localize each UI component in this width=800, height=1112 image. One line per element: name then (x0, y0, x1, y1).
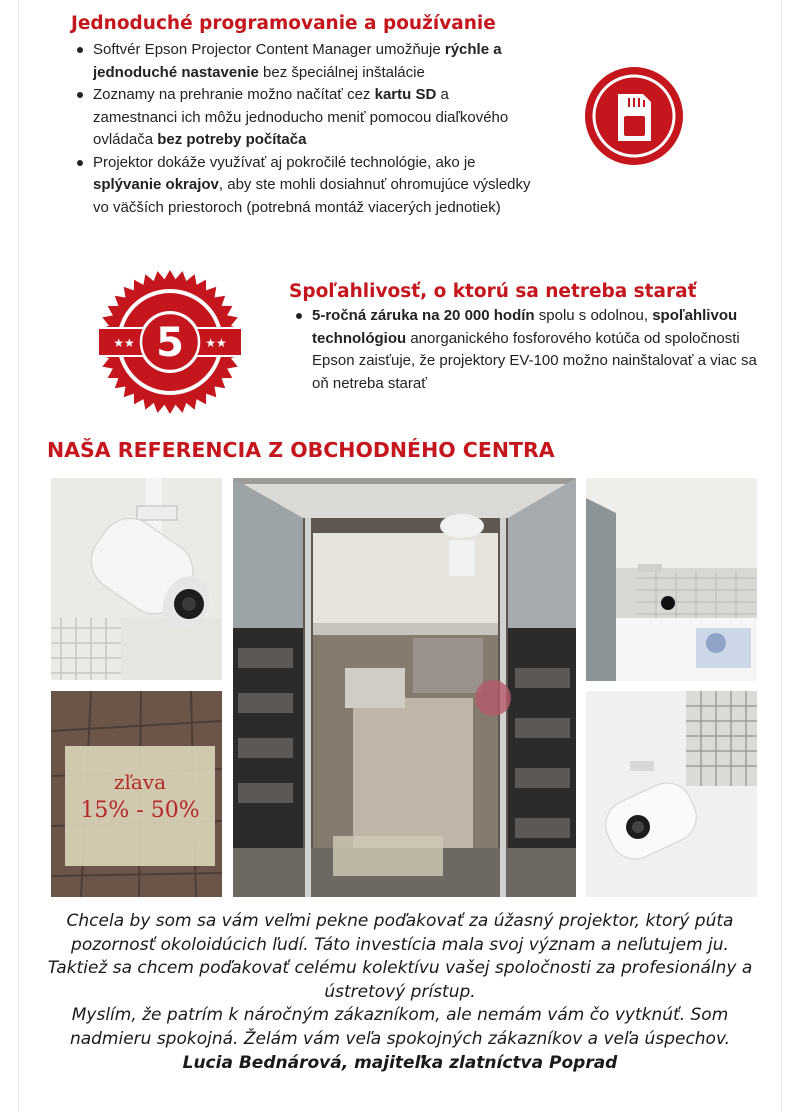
seal-number: 5 (156, 320, 184, 366)
bullet-text: a zamestnanci ich môžu jednoducho meniť pomocou diaľkového ovládača (93, 86, 509, 148)
bullet-text: anorganického fosforového kotúča od spoločnosti Epson zaisťuje, že projektory EV-100 možno nainštalovať a viac sa oň netreba starať (312, 329, 757, 392)
bullet-text-bold: bez potreby počítača (157, 131, 307, 148)
bullet-text: Projektor dokáže využívať aj pokročilé technológie, ako je (93, 153, 476, 171)
bullet-text-bold: 5-ročná záruka na 20 000 hodín (312, 307, 535, 324)
warranty-seal-icon (96, 268, 244, 416)
bullet-text: Softvér Epson Projector Content Manager umožňuje (93, 41, 445, 58)
seal-stars-left: ★★ (113, 336, 135, 350)
reference-heading: NAŠA REFERENCIA Z OBCHODNÉHO CENTRA (47, 438, 555, 462)
sd-card-icon (585, 67, 683, 165)
testimonial-block (40, 910, 760, 1075)
photo-store-entrance (233, 478, 576, 897)
bullet-text-bold: rýchle a jednoduché nastavenie (93, 41, 502, 81)
bullet-item (71, 39, 531, 84)
bullet-item (71, 84, 531, 152)
seal-stars-right: ★★ (205, 336, 227, 350)
section-heading-reliability: Spoľahlivosť, o ktorú sa netreba starať (289, 281, 697, 302)
bullet-item (71, 152, 531, 220)
floor-text-line2: 15% - 50% (80, 798, 200, 823)
bullet-text: Zoznamy na prehranie možno načítať cez (93, 86, 375, 103)
bullet-text: spolu s odolnou, (534, 307, 653, 324)
bullet-item (290, 305, 760, 395)
photo-floor-projection (51, 691, 222, 897)
testimonial-signature: Lucia Bednárová, majiteľka zlatníctva Poprad (182, 1052, 618, 1073)
floor-text-line1: zľava (113, 770, 167, 794)
photo-ceiling-grid (586, 478, 757, 681)
page-border-right (781, 0, 782, 1112)
reliability-bullet-list (290, 305, 760, 395)
bullet-text-bold: splývanie okrajov (93, 176, 219, 193)
bullet-text-bold: spoľahlivou technológiou (312, 307, 738, 347)
photo-mounted-projector (586, 691, 757, 897)
programming-bullet-list (71, 39, 531, 219)
page-border-left (18, 0, 19, 1112)
section-heading-programming: Jednoduché programovanie a používanie (71, 13, 496, 34)
bullet-text: , aby ste mohli dosiahnuť ohromujúce výsledky vo väčších priestoroch (potrebná montáž viacerých jednotiek) (93, 176, 531, 216)
photo-ceiling-projector (51, 478, 222, 680)
testimonial-paragraph-2: Myslím, že patrím k náročným zákazníkom, ale nemám vám čo vytknúť. Som nadmieru spokojná. Želám vám veľa spokojných zákazníkov a veľa úspechov. (69, 1005, 731, 1049)
bullet-text: bez špeciálnej inštalácie (258, 63, 425, 81)
testimonial-paragraph-1: Chcela by som sa vám veľmi pekne poďakovať za úžasný projektor, ktorý púta pozornosť okoloidúcich ľudí. Táto investícia mala svoj význam a neľutujem ju. Taktiež sa chcem poďakovať celému kolektívu vašej spoločnosti za profesionálny a ústretový prístup. (47, 911, 753, 1002)
bullet-text-bold: kartu SD (374, 86, 437, 103)
